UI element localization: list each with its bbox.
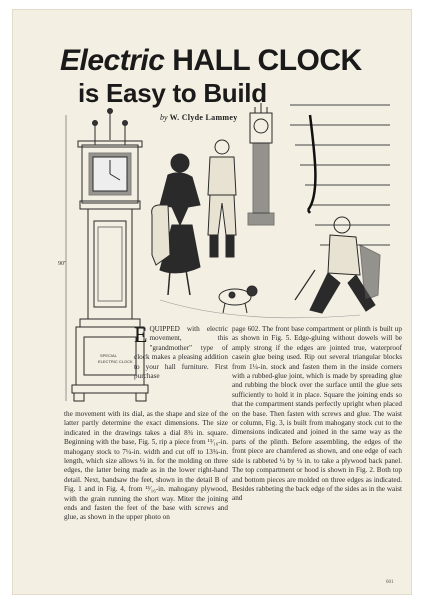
intro-paragraph — [134, 322, 228, 381]
sofa-drawing — [152, 205, 170, 265]
byline — [160, 113, 238, 122]
drop-cap: E — [134, 322, 148, 347]
staircase-drawing — [290, 105, 390, 245]
article-subtitle: is Easy to Build — [78, 78, 267, 108]
scene-clock — [248, 103, 274, 225]
byline-prefix: by — [160, 113, 168, 122]
column-1-text: the movement with its dial, as the shape and size of the latter partly determine the exact dimensions. The size indicated in the drawings takes a dial 8¾ in. square. Beginning with the base, Fig. 5, rip a piece from ¹³⁄₁₆-in. mahogany stock to 7¼-in. width and cut off to 13¾-in. length, which size allows ¼ in. for the molding on three edges, the latter being made as in the lower right-hand detail. Next, bandsaw the feet, shown in the detail B of Fig. 1 and in Fig. 4, from ¹³⁄₁₆-in. mahogany plywood, with the grain running the short way. Miter the joining ends and fasten the feet of the base with screws and glue, as shown in the upper photo on — [64, 410, 228, 522]
svg-text:SPECIAL: SPECIAL — [100, 353, 117, 358]
title-main: HALL CLOCK — [172, 44, 362, 77]
intro-text: QUIPPED with electric movement, this "grandmother" type of clock makes a pleasing addition to your hall furniture. First purchase — [134, 325, 228, 381]
article-title — [60, 46, 400, 76]
title-prefix: Electric — [60, 44, 165, 77]
standing-man-figure — [208, 140, 236, 257]
dog-drawing — [219, 286, 257, 313]
byline-author: W. Clyde Lammey — [169, 113, 238, 122]
column-2-text: page 602. The front base compartment or plinth is built up as shown in Fig. 5. Edge-gluing without dowels will be amply strong if the edges are jointed true, waterproof casein glue being used. Rip out several triangular blocks from 1¼-in. stock and fasten them in the inside corners with a rubbed-glue joint, which is made by spreading glue and rubbing the block over the surface until the glue sets sufficiently to hold it in place. Square the joining ends so that the compartment stands perfectly upright when placed on the base. Then fasten with screws and glue. The waist or column, Fig. 3, is built from mahogany stock cut to the dimensions indicated and joined in the same way as the parts of the plinth. Before assembling, the edges of the front piece are chamfered as shown, and one edge of each side is rabbeted ¼ by ¼ in. to take a plywood back panel. The top compartment or hood is shown in Fig. 2. Both top and bottom pieces are molded on three edges as indicated. Besides rabbeting the back edge of the sides as in the waist and — [232, 325, 402, 503]
page-number: 601 — [386, 580, 394, 585]
svg-text:90": 90" — [58, 261, 67, 267]
svg-text:ELECTRIC CLOCK: ELECTRIC CLOCK — [98, 359, 133, 364]
kneeling-man-figure — [295, 217, 380, 313]
